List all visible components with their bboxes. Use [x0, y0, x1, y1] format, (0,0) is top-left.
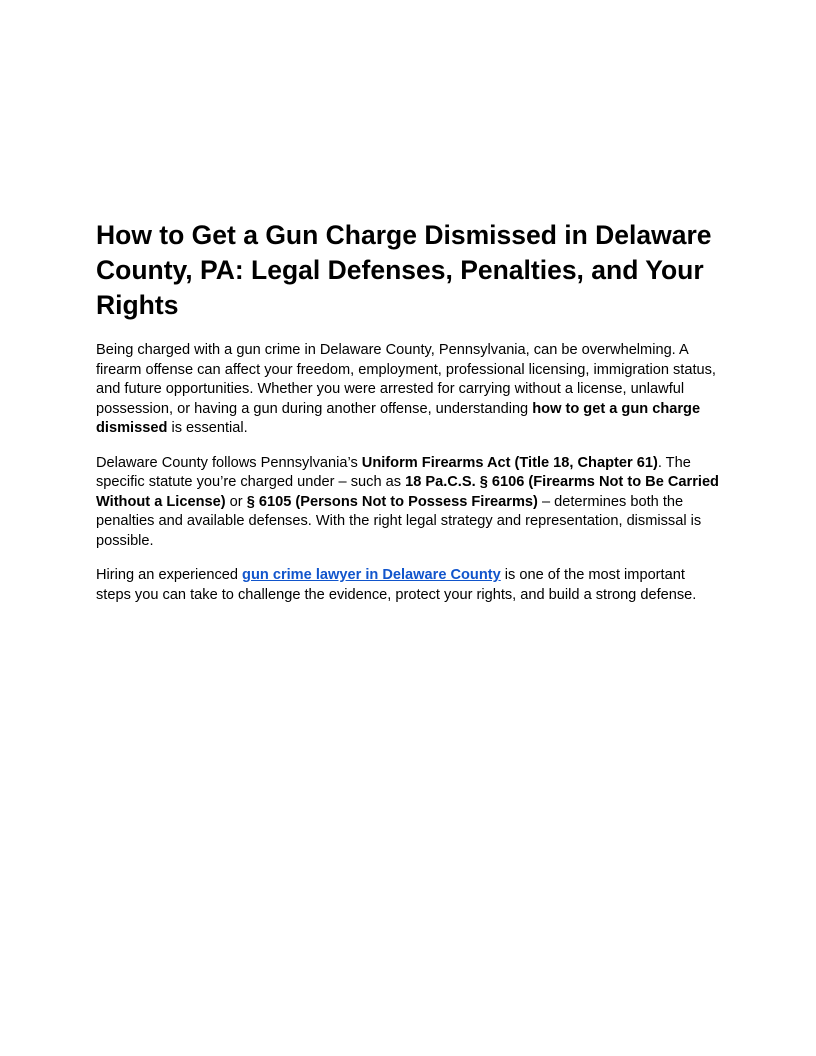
intro-paragraph [96, 341, 722, 439]
hiring-text-1: Hiring an experienced [96, 567, 243, 583]
statute-paragraph [96, 454, 722, 552]
hiring-paragraph [96, 566, 722, 605]
intro-text-2: is essential. [167, 420, 248, 436]
page-title: How to Get a Gun Charge Dismissed in Delaware County, PA: Legal Defenses, Penalties, and Your Rights [96, 220, 712, 320]
statute-text-4: – determines both the penalties and available defenses. With the right legal strategy and representation, dismissal is possible. [96, 493, 702, 549]
statute-text-3: or [225, 493, 247, 510]
document-body [96, 218, 722, 620]
statute-bold-2: 18 Pa.C.S. § 6106 (Firearms Not to Be Carried Without a License) [96, 474, 719, 510]
statute-bold-1: Uniform Firearms Act (Title 18, Chapter 61) [361, 454, 658, 471]
lawyer-link[interactable]: gun crime lawyer in Delaware County [242, 567, 501, 583]
statute-bold-3: § 6105 (Persons Not to Possess Firearms) [246, 493, 538, 510]
statute-text-2: . The specific statute you’re charged under – such as [96, 454, 691, 490]
intro-text-1: Being charged with a gun crime in Delaware County, Pennsylvania, can be overwhelming. A firearm offense can affect your freedom, employment, professional licensing, immigration status, and future opportunities. Whether you were arrested for carrying without a license, unlawful possession, or having a gun during another offense, understanding [96, 342, 716, 417]
hiring-text-2: is one of the most important steps you can take to challenge the evidence, protect your rights, and build a strong defense. [96, 567, 697, 603]
statute-text-1: Delaware County follows Pennsylvania’s [96, 454, 362, 471]
intro-bold-1: how to get a gun charge dismissed [96, 400, 701, 436]
